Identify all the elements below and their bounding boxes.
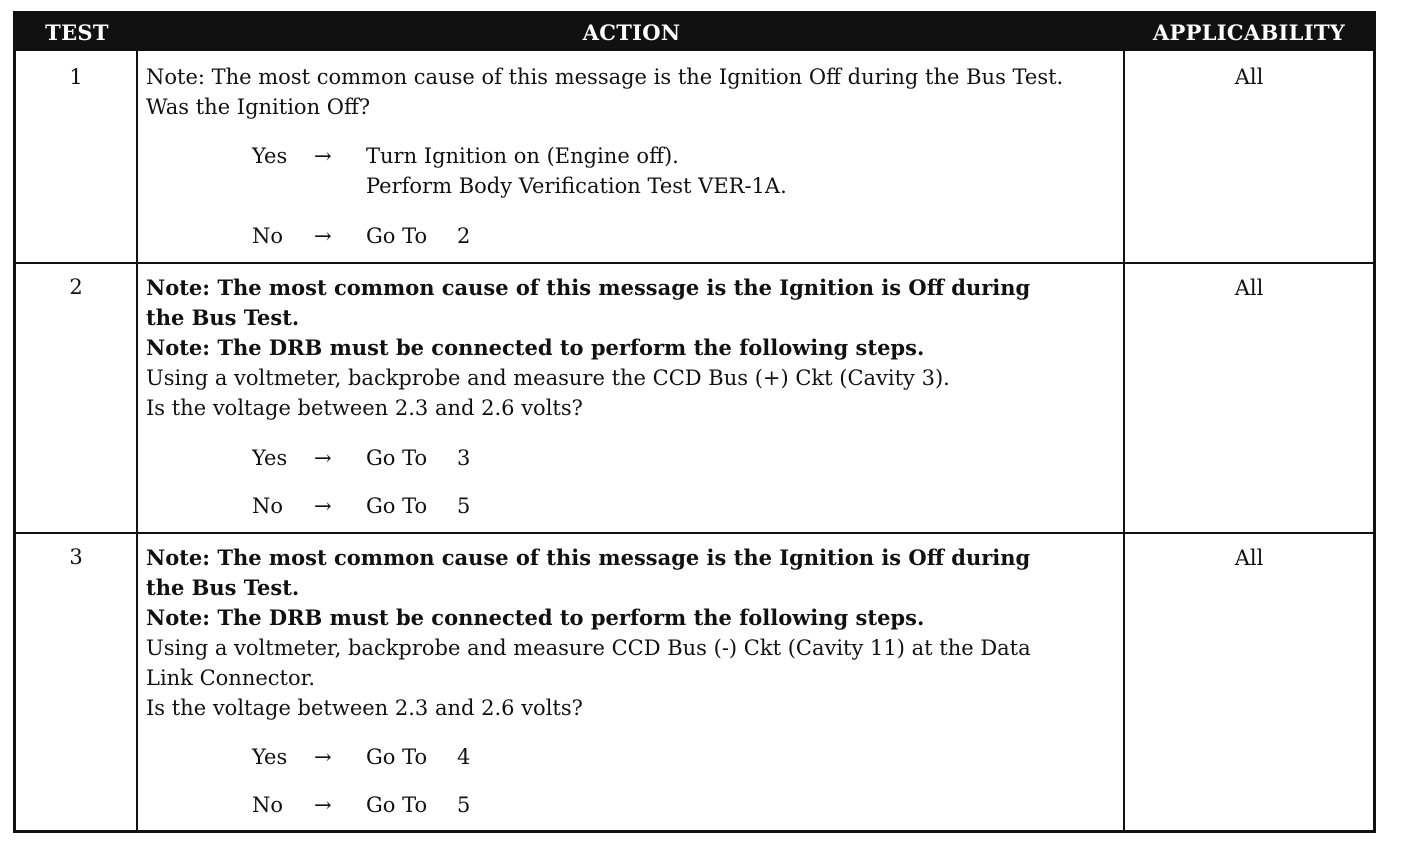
goto-label: Go To: [366, 793, 428, 817]
action-line: Note: The most common cause of this message is the Ignition Off during the Bus Test.: [146, 65, 1064, 89]
note-line: Note: The DRB must be connected to perform the following steps.: [146, 335, 925, 360]
action-line: Link Connector.: [146, 666, 316, 690]
goto-label: Go To: [366, 224, 428, 248]
note-line: Note: The most common cause of this message is the Ignition is Off during: [146, 545, 1031, 570]
applicability-1: All: [1234, 65, 1264, 89]
note-line: the Bus Test.: [146, 305, 300, 330]
table-header: [16, 14, 1373, 51]
goto-number: 2: [457, 224, 471, 248]
yes-label: Yes: [252, 446, 288, 470]
yes-result-line: Turn Ignition on (Engine off).: [366, 144, 679, 168]
arrow-icon: →: [314, 793, 332, 817]
goto-number: 4: [457, 745, 471, 769]
arrow-icon: →: [314, 144, 332, 168]
action-text-1: [146, 62, 1063, 122]
goto-number: 5: [457, 793, 471, 817]
test-number-1: 1: [69, 65, 83, 89]
action-line: Was the Ignition Off?: [146, 95, 371, 119]
applicability-2: All: [1234, 276, 1264, 300]
no-label: No: [252, 494, 284, 518]
arrow-icon: →: [314, 745, 332, 769]
action-line: Using a voltmeter, backprobe and measure CCD Bus (-) Ckt (Cavity 11) at the Data: [146, 636, 1031, 660]
goto-label: Go To: [366, 494, 428, 518]
goto-number: 3: [457, 446, 471, 470]
arrow-icon: →: [314, 224, 332, 248]
action-line: Is the voltage between 2.3 and 2.6 volts?: [146, 396, 583, 420]
no-label: No: [252, 793, 284, 817]
goto-number: 5: [457, 494, 471, 518]
test-number-2: 2: [69, 275, 83, 299]
action-line: Using a voltmeter, backprobe and measure the CCD Bus (+) Ckt (Cavity 3).: [146, 366, 950, 390]
column-divider: [136, 51, 138, 830]
note-line: Note: The most common cause of this message is the Ignition is Off during: [146, 275, 1031, 300]
applicability-3: All: [1234, 546, 1264, 570]
yes-label: Yes: [252, 745, 288, 769]
action-line: Is the voltage between 2.3 and 2.6 volts?: [146, 696, 583, 720]
yes-result-line: Perform Body Verification Test VER-1A.: [366, 174, 787, 198]
row-divider: [16, 532, 1373, 534]
row-divider: [16, 262, 1373, 264]
note-line: the Bus Test.: [146, 575, 300, 600]
header-action: ACTION: [582, 20, 681, 45]
test-number-3: 3: [69, 545, 83, 569]
action-text-2: [146, 273, 1030, 423]
header-applicability: APPLICABILITY: [1152, 20, 1346, 45]
header-test: TEST: [45, 20, 109, 45]
goto-label: Go To: [366, 745, 428, 769]
arrow-icon: →: [314, 446, 332, 470]
test-table: [13, 11, 1376, 833]
yes-label: Yes: [252, 144, 288, 168]
action-text-3: [146, 543, 1031, 723]
no-label: No: [252, 224, 284, 248]
column-divider: [1123, 51, 1125, 830]
note-line: Note: The DRB must be connected to perform the following steps.: [146, 605, 925, 630]
arrow-icon: →: [314, 494, 332, 518]
goto-label: Go To: [366, 446, 428, 470]
